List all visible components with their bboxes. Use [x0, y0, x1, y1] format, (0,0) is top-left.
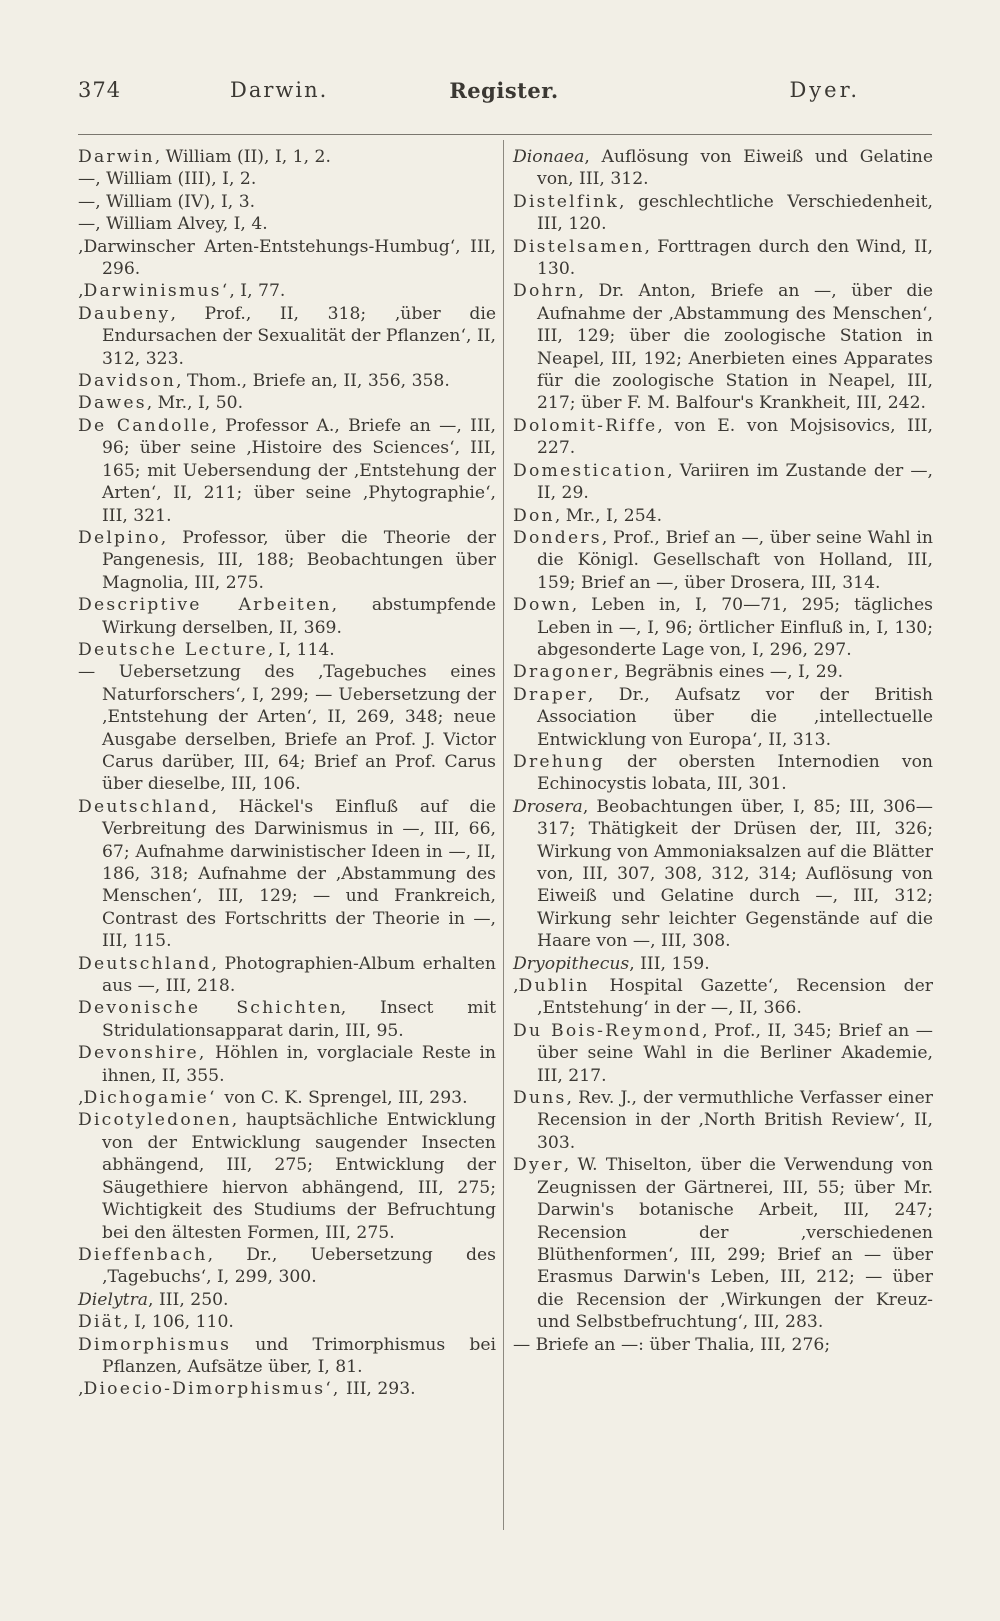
index-entry: Davidson, Thom., Briefe an, II, 356, 358.	[78, 371, 450, 392]
running-header	[78, 78, 930, 108]
index-entry: —, William (III), I, 2.	[78, 169, 257, 190]
index-entry: — Briefe an —: über Thalia, III, 276;	[513, 1334, 831, 1355]
index-entry: Deutschland, Photographien-Album erhalten aus —, III, 218.	[78, 953, 496, 997]
index-entry: Deutsche Lecture, I, 114.	[78, 639, 335, 660]
index-entry: ‚Dichogamie‘ von C. K. Sprengel, III, 293.	[78, 1088, 468, 1109]
index-entry: Delpino, Professor, über die Theorie der Pangenesis, III, 188; Beobachtungen über Magnolia, III, 275.	[78, 527, 496, 593]
index-entry: Du Bois-Reymond, Prof., II, 345; Brief an — über seine Wahl in die Berliner Akademie, III, 217.	[513, 1020, 933, 1086]
index-entry: Descriptive Arbeiten, abstumpfende Wirkung derselben, II, 369.	[78, 595, 496, 638]
index-column-right	[513, 146, 933, 1356]
index-entry: Daubeny, Prof., II, 318; ‚über die Endursachen der Sexualität der Pflanzen‘, II, 312, 323.	[78, 303, 496, 369]
index-entry: —, William Alvey, I, 4.	[78, 214, 268, 235]
index-entry: ‚Darwinismus‘, I, 77.	[78, 281, 286, 302]
index-column-left	[78, 146, 496, 1401]
index-entry: Devonshire, Höhlen in, vorglaciale Reste in ihnen, II, 355.	[78, 1043, 496, 1086]
index-entry: — Uebersetzung des ‚Tagebuches eines Naturforschers‘, I, 299; — Uebersetzung der ‚Entstehung der Arten‘, II, 269, 348; neue Ausgabe derselben, Briefe an Prof. J. Victor Carus darüber, III, 64; Brief an Prof. Carus über dieselbe, III, 106.	[78, 662, 496, 795]
index-entry: Dionaea, Auflösung von Eiweiß und Gelatine von, III, 312.	[513, 147, 933, 190]
index-entry: Distelfink, geschlechtliche Verschiedenheit, III, 120.	[513, 191, 933, 235]
index-entry: ‚Dioecio-Dimorphismus‘, III, 293.	[78, 1379, 416, 1400]
index-entry: Dielytra, III, 250.	[78, 1289, 229, 1310]
index-entry: Diät, I, 106, 110.	[78, 1312, 234, 1333]
index-entry: ‚Dublin Hospital Gazette‘, Recension der ‚Entstehung‘ in der —, II, 366.	[513, 976, 934, 1019]
index-entry: Domestication, Variiren im Zustande der —, II, 29.	[513, 460, 933, 504]
index-entry: De Candolle, Professor A., Briefe an —, III, 96; über seine ‚Histoire des Sciences‘, III, 165; mit Uebersendung der ‚Entstehung der Arten‘, II, 211; über seine ‚Phytographie‘, III, 321.	[78, 415, 496, 526]
page-title: Register.	[449, 78, 559, 103]
index-entry: Dimorphismus und Trimorphismus bei Pflanzen, Aufsätze über, I, 81.	[78, 1334, 496, 1377]
index-entry: Drosera, Beobachtungen über, I, 85; III, 306—317; Thätigkeit der Drüsen der, III, 326; Wirkung von Ammoniaksalzen auf die Blätter von, III, 307, 308, 312, 314; Auflösung von Eiweiß und Gelatine durch —, III, 312; Wirkung sehr leichter Gegenstände auf die Haare von —, III, 308.	[513, 796, 933, 952]
index-entry: Dieffenbach, Dr., Uebersetzung des ‚Tagebuchs‘, I, 299, 300.	[78, 1244, 496, 1288]
header-left-word: Darwin.	[230, 78, 329, 102]
index-entry: —, William (IV), I, 3.	[78, 191, 256, 212]
index-entry: Draper, Dr., Aufsatz vor der British Association über die ‚intellectuelle Entwicklung von Europa‘, II, 313.	[513, 684, 933, 750]
index-entry: Dolomit-Riffe, von E. von Mojsisovics, III, 227.	[513, 415, 933, 459]
page-number: 374	[78, 78, 122, 102]
index-entry: ‚Darwinscher Arten-Entstehungs-Humbug‘, III, 296.	[78, 236, 496, 280]
index-entry: Darwin, William (II), I, 1, 2.	[78, 147, 331, 167]
index-entry: Dragoner, Begräbnis eines —, I, 29.	[513, 662, 844, 683]
index-entry: Dawes, Mr., I, 50.	[78, 393, 244, 414]
index-entry: Distelsamen, Forttragen durch den Wind, II, 130.	[513, 236, 933, 280]
index-entry: Deutschland, Häckel's Einfluß auf die Verbreitung des Darwinismus in —, III, 66, 67; Aufnahme darwinistischer Ideen in —, II, 186, 318; Aufnahme der ‚Abstammung des Menschen‘, III, 129; — und Frankreich, Contrast des Fortschritts der Theorie in —, III, 115.	[78, 796, 496, 952]
index-entry: Dohrn, Dr. Anton, Briefe an —, über die Aufnahme der ‚Abstammung des Menschen‘, III, 129; über die zoologische Station in Neapel, III, 192; Anerbieten eines Apparates für die zoologische Station in Neapel, III, 217; über F. M. Balfour's Krankheit, III, 242.	[513, 281, 933, 414]
index-entry: Down, Leben in, I, 70—71, 295; tägliches Leben in —, I, 96; örtlicher Einfluß in, I, 130; abgesonderte Lage von, I, 296, 297.	[513, 595, 933, 660]
header-right-word: Dyer.	[789, 78, 860, 102]
header-rule	[78, 134, 932, 135]
index-entry: Dyer, W. Thiselton, über die Verwendung von Zeugnissen der Gärtnerei, III, 55; über Mr. Darwin's botanische Arbeit, III, 247; Recension der ‚verschiedenen Blüthenformen‘, III, 299; Brief an — über Erasmus Darwin's Leben, III, 212; — über die Recension der ‚Wirkungen der Kreuz- und Selbstbefruchtung‘, III, 283.	[513, 1155, 933, 1333]
index-entry: Dryopithecus, III, 159.	[513, 953, 710, 974]
index-entry: Drehung der obersten Internodien von Echinocystis lobata, III, 301.	[513, 751, 933, 795]
index-entry: Don, Mr., I, 254.	[513, 505, 663, 526]
index-entry: Donders, Prof., Brief an —, über seine Wahl in die Königl. Gesellschaft von Holland, III, 159; Brief an —, über Drosera, III, 314.	[513, 527, 933, 593]
index-entry: Dicotyledonen, hauptsächliche Entwicklung von der Entwicklung saugender Insecten abhängend, III, 275; Entwicklung der Säugethiere hiervon abhängend, III, 275; Wichtigkeit des Studiums der Befruchtung bei den ältesten Formen, III, 275.	[78, 1110, 496, 1243]
index-entry: Devonische Schichten, Insect mit Stridulationsapparat darin, III, 95.	[78, 998, 496, 1041]
index-entry: Duns, Rev. J., der vermuthliche Verfasser einer Recension in der ‚North British Review‘, II, 303.	[513, 1088, 933, 1153]
column-divider	[503, 140, 504, 1530]
